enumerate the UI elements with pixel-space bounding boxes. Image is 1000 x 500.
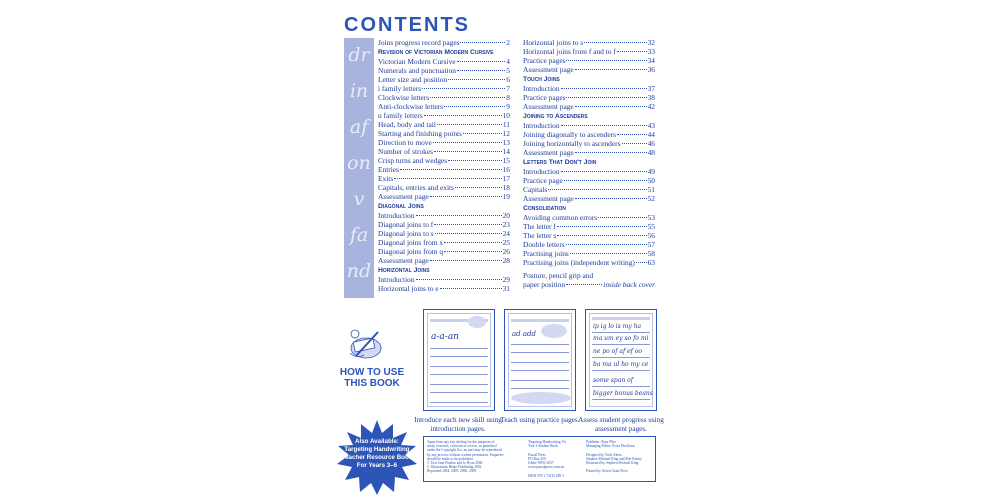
entry-title: Letter size and position [378, 75, 448, 84]
contents-entry [378, 211, 510, 220]
thumb-handwriting: ne po of af ef oo [593, 348, 643, 355]
contents-entry [378, 238, 510, 247]
dot-leader [448, 160, 501, 161]
dot-leader [430, 260, 502, 261]
entry-page-number: 34 [647, 56, 655, 65]
dot-leader [561, 125, 647, 126]
contents-entry [378, 102, 510, 111]
entry-title: Assessment page [523, 65, 574, 74]
dot-leader [557, 235, 646, 236]
entry-title: Direction to move [378, 138, 432, 147]
entry-page-number: 49 [647, 167, 655, 176]
entry-page-number: 44 [647, 130, 655, 139]
dot-leader [457, 61, 506, 62]
back-cover-page: inside back cover [603, 280, 655, 289]
contents-entry [523, 249, 655, 258]
contents-entry [378, 165, 510, 174]
entry-title: Diagonal joins from q [378, 247, 444, 256]
dot-leader [548, 189, 646, 190]
dot-leader [440, 288, 502, 289]
section-heading: Revision of Victorian Modern Cursive [378, 49, 494, 56]
entry-title: Practising joins [523, 249, 569, 258]
dot-leader [463, 133, 502, 134]
section-heading: Letters That Don't Join [523, 159, 597, 166]
production-credits: Publisher: Katy Pike Managing Editor: Erica Doolhorn Designed by Trish Akers, Stephen Michael King and Rob Kenny Illustrated by Stephen Michael King Printed by Green Giant Press [586, 440, 642, 474]
contents-entry [523, 240, 655, 249]
contents-entry [378, 93, 510, 102]
also-available-line-3: Teacher Resource Book [341, 454, 413, 461]
assessment-page-thumbnail [585, 309, 657, 411]
contents-entry [378, 75, 510, 84]
entry-title: Practice pages [523, 93, 566, 102]
entry-title: Assessment page [523, 102, 574, 111]
contents-entry [523, 139, 655, 148]
entry-title: Joins progress record pages [378, 38, 460, 47]
entry-title: Introduction [523, 84, 560, 93]
entry-page-number: 26 [502, 247, 510, 256]
entry-title: Diagonal joins to s [378, 229, 434, 238]
page-title: CONTENTS [344, 14, 470, 36]
thumb-handwriting: some span of [593, 377, 633, 384]
contents-entry [523, 84, 655, 93]
dot-leader [437, 124, 502, 125]
dot-leader [444, 251, 502, 252]
entry-page-number: 8 [506, 93, 510, 102]
contents-entry [378, 174, 510, 183]
contents-entry [523, 93, 655, 102]
entry-page-number: 29 [502, 275, 510, 284]
entry-page-number: 50 [647, 176, 655, 185]
pencil-books-icon [346, 326, 386, 362]
entry-page-number: 25 [502, 238, 510, 247]
entry-title: Practising joins (independent writing) [523, 258, 635, 267]
entry-page-number: 20 [502, 211, 510, 220]
contents-entry [523, 176, 655, 185]
publisher-details: Targeting Handwriting Vic Year 3 Student Book Pascal Press PO Box 250 Glebe NSW 2037 www.pascalpress.com.au ISBN 978 1 74125 085 5 [528, 440, 567, 478]
contents-entry [523, 185, 655, 194]
band-cursive-letters: on [347, 152, 371, 174]
dot-leader [575, 198, 647, 199]
back-cover-line-1: Posture, pencil grip and [523, 271, 594, 280]
decorative-band [344, 38, 374, 298]
dot-leader [622, 143, 647, 144]
dot-leader [566, 244, 647, 245]
contents-entry [378, 57, 510, 66]
contents-entry [378, 156, 510, 165]
dot-leader [433, 142, 502, 143]
dot-leader [584, 42, 646, 43]
contents-entry [378, 38, 510, 47]
introduction-page-thumbnail [423, 309, 495, 411]
contents-entry [523, 102, 655, 111]
entry-page-number: 19 [502, 192, 510, 201]
band-cursive-letters: in [349, 80, 369, 102]
practice-page-thumbnail [504, 309, 576, 411]
dot-leader [636, 262, 647, 263]
entry-title: Assessment page [378, 256, 429, 265]
contents-entry [523, 38, 655, 47]
dot-leader [434, 224, 501, 225]
contents-entry [378, 138, 510, 147]
contents-entry [523, 231, 655, 240]
entry-title: Crisp turns and wedges [378, 156, 448, 165]
entry-title: Introduction [378, 211, 415, 220]
also-available-text [341, 438, 413, 470]
entry-title: Assessment page [523, 148, 574, 157]
section-heading: Consolidation [523, 205, 566, 212]
entry-title: Assessment page [378, 192, 429, 201]
contents-entry [523, 56, 655, 65]
entry-title: u family letters [378, 111, 423, 120]
entry-page-number: 58 [647, 249, 655, 258]
also-available-line-1: Also Available: [355, 438, 399, 445]
contents-entry [378, 111, 510, 120]
contents-entry [523, 65, 655, 74]
entry-page-number: 17 [502, 174, 510, 183]
dot-leader [566, 284, 602, 285]
contents-entry [523, 167, 655, 176]
dot-leader [566, 60, 646, 61]
entry-title: Starting and finishing points [378, 129, 462, 138]
entry-page-number: 15 [502, 156, 510, 165]
entry-title: Practice pages [523, 56, 566, 65]
entry-title: Practice page [523, 176, 563, 185]
entry-page-number: 48 [647, 148, 655, 157]
contents-entry [378, 275, 510, 284]
entry-page-number: 18 [502, 183, 510, 192]
thumb-handwriting: ma um ey so fo mi [593, 335, 649, 342]
also-available-line-2: Targeting Handwriting [344, 446, 410, 453]
entry-page-number: 38 [647, 93, 655, 102]
entry-page-number: 46 [647, 139, 655, 148]
dot-leader [448, 79, 505, 80]
section-heading: Diagonal Joins [378, 203, 424, 210]
section-heading: Horizontal Joins [378, 267, 430, 274]
entry-title: Avoiding common errors [523, 213, 598, 222]
contents-entry [378, 129, 510, 138]
contents-entry [523, 47, 655, 56]
entry-page-number: 10 [502, 111, 510, 120]
entry-title: Head, body and tail [378, 120, 436, 129]
entry-title: Anti-clockwise letters [378, 102, 444, 111]
entry-page-number: 32 [647, 38, 655, 47]
contents-entry [523, 258, 655, 267]
entry-page-number: 36 [647, 65, 655, 74]
contents-entry [378, 192, 510, 201]
entry-page-number: 42 [647, 102, 655, 111]
contents-entry [378, 220, 510, 229]
entry-page-number: 12 [502, 129, 510, 138]
contents-entry [378, 120, 510, 129]
dot-leader [394, 178, 501, 179]
entry-page-number: 6 [506, 75, 510, 84]
entry-page-number: 31 [502, 284, 510, 293]
band-cursive-letters: v [353, 188, 365, 210]
dot-leader [598, 217, 646, 218]
entry-page-number: 7 [506, 84, 510, 93]
band-cursive-letters: af [349, 116, 369, 138]
entry-page-number: 63 [647, 258, 655, 267]
thumbnail-caption: Introduce each new skill using introduction pages. [414, 416, 502, 433]
band-cursive-letters: nd [346, 260, 372, 282]
entry-title: Horizontal joins from f and to f [523, 47, 616, 56]
dot-leader [617, 134, 647, 135]
contents-entry [378, 183, 510, 192]
dot-leader [570, 253, 647, 254]
thumb-handwriting: ip ig lo is my ha [593, 323, 642, 330]
dot-leader [561, 88, 647, 89]
contents-entry [378, 84, 510, 93]
section-heading: Joining to Ascenders [523, 113, 588, 120]
dot-leader [444, 106, 505, 107]
band-cursive-letters: dr [348, 44, 370, 66]
contents-entry [523, 148, 655, 157]
dot-leader [457, 70, 505, 71]
entry-title: Numerals and punctuation [378, 66, 456, 75]
credits-box [423, 436, 656, 482]
entry-title: Double letters [523, 240, 565, 249]
contents-entry [378, 256, 510, 265]
copyright-notice: Apart from any fair dealing for the purposes of study, research, criticism or review, as permitted under the Copyright Act, no part may be reproduced by any process without written permission. Enquiries should be made to the publisher. © Text Jane Pinsker and Jo Ryan 2004 © Illustrations Blake Publishing 2002 Reprinted 2004, 2005, 2006, 2009 [427, 440, 504, 474]
entry-title: Introduction [378, 275, 415, 284]
contents-entry [523, 222, 655, 231]
entry-title: Introduction [523, 121, 560, 130]
section-heading: Touch Joins [523, 76, 560, 83]
entry-title: Exits [378, 174, 394, 183]
entry-page-number: 53 [647, 213, 655, 222]
entry-title: The letter s [523, 231, 557, 240]
thumbnail-caption: Teach using practice pages. [500, 416, 580, 424]
dot-leader [557, 226, 647, 227]
dot-leader [455, 187, 502, 188]
entry-page-number: 24 [502, 229, 510, 238]
dot-leader [434, 151, 502, 152]
thumb-handwriting: ad add [512, 330, 537, 338]
entry-title: Joining horizontally to ascenders [523, 139, 621, 148]
band-cursive-letters: fa [349, 224, 369, 246]
dot-leader [575, 152, 647, 153]
contents-entry [378, 229, 510, 238]
entry-title: Capitals, entries and exits [378, 183, 454, 192]
entry-title: Number of strokes [378, 147, 434, 156]
dot-leader [460, 42, 505, 43]
dot-leader [617, 51, 647, 52]
entry-page-number: 5 [506, 66, 510, 75]
contents-entry [378, 147, 510, 156]
dot-leader [422, 88, 505, 89]
contents-entry [523, 213, 655, 222]
contents-entry [378, 284, 510, 293]
dot-leader [424, 115, 502, 116]
entry-page-number: 28 [502, 256, 510, 265]
dot-leader [430, 97, 505, 98]
entry-title: Diagonal joins to f [378, 220, 434, 229]
dot-leader [561, 171, 647, 172]
entry-title: Horizontal joins to e [378, 284, 439, 293]
entry-title: Diagonal joins from x [378, 238, 444, 247]
dot-leader [400, 169, 502, 170]
thumb-handwriting: bigger bonus beans [593, 390, 653, 397]
thumbnail-caption: Assess student progress using assessment pages. [578, 416, 664, 433]
entry-page-number: 55 [647, 222, 655, 231]
entry-title: Victorian Modern Cursive [378, 57, 456, 66]
how-to-line-2: THIS BOOK [344, 378, 400, 389]
how-to-line-1: HOW TO USE [339, 367, 405, 378]
entry-page-number: 37 [647, 84, 655, 93]
entry-title: Clockwise letters [378, 93, 430, 102]
contents-entry [378, 247, 510, 256]
entry-page-number: 14 [502, 147, 510, 156]
dot-leader [416, 215, 502, 216]
dot-leader [416, 279, 502, 280]
dot-leader [444, 242, 502, 243]
entry-page-number: 33 [647, 47, 655, 56]
dot-leader [575, 106, 647, 107]
entry-page-number: 16 [502, 165, 510, 174]
contents-entry [523, 194, 655, 203]
entry-page-number: 2 [506, 38, 510, 47]
entry-page-number: 51 [647, 185, 655, 194]
entry-title: Introduction [523, 167, 560, 176]
back-cover-entry [523, 271, 655, 289]
dot-leader [564, 180, 647, 181]
dot-leader [575, 69, 647, 70]
contents-entry [378, 66, 510, 75]
entry-page-number: 4 [506, 57, 510, 66]
entry-page-number: 23 [502, 220, 510, 229]
entry-page-number: 9 [506, 102, 510, 111]
dot-leader [566, 97, 646, 98]
contents-entry [523, 130, 655, 139]
entry-title: Capitals [523, 185, 548, 194]
entry-title: Horizontal joins to s [523, 38, 584, 47]
entry-page-number: 13 [502, 138, 510, 147]
thumb-handwriting: a-a-an [431, 332, 459, 342]
how-to-use-heading [336, 367, 408, 389]
entry-page-number: 52 [647, 194, 655, 203]
thumb-handwriting: ba ma ul ho my ce [593, 361, 649, 368]
contents-column-right [523, 38, 655, 289]
dot-leader [430, 196, 502, 197]
also-available-line-4: For Years 3–6 [356, 462, 398, 469]
entry-title: Assessment page [523, 194, 574, 203]
entry-title: Joining diagonally to ascenders [523, 130, 616, 139]
entry-title: The letter f [523, 222, 556, 231]
contents-column-left [378, 38, 510, 293]
entry-title: Entries [378, 165, 399, 174]
dot-leader [435, 233, 502, 234]
entry-page-number: 56 [647, 231, 655, 240]
entry-page-number: 43 [647, 121, 655, 130]
entry-page-number: 57 [647, 240, 655, 249]
entry-title: i family letters [378, 84, 422, 93]
entry-page-number: 11 [502, 120, 510, 129]
back-cover-line-2: paper position [523, 280, 566, 289]
contents-entry [523, 121, 655, 130]
